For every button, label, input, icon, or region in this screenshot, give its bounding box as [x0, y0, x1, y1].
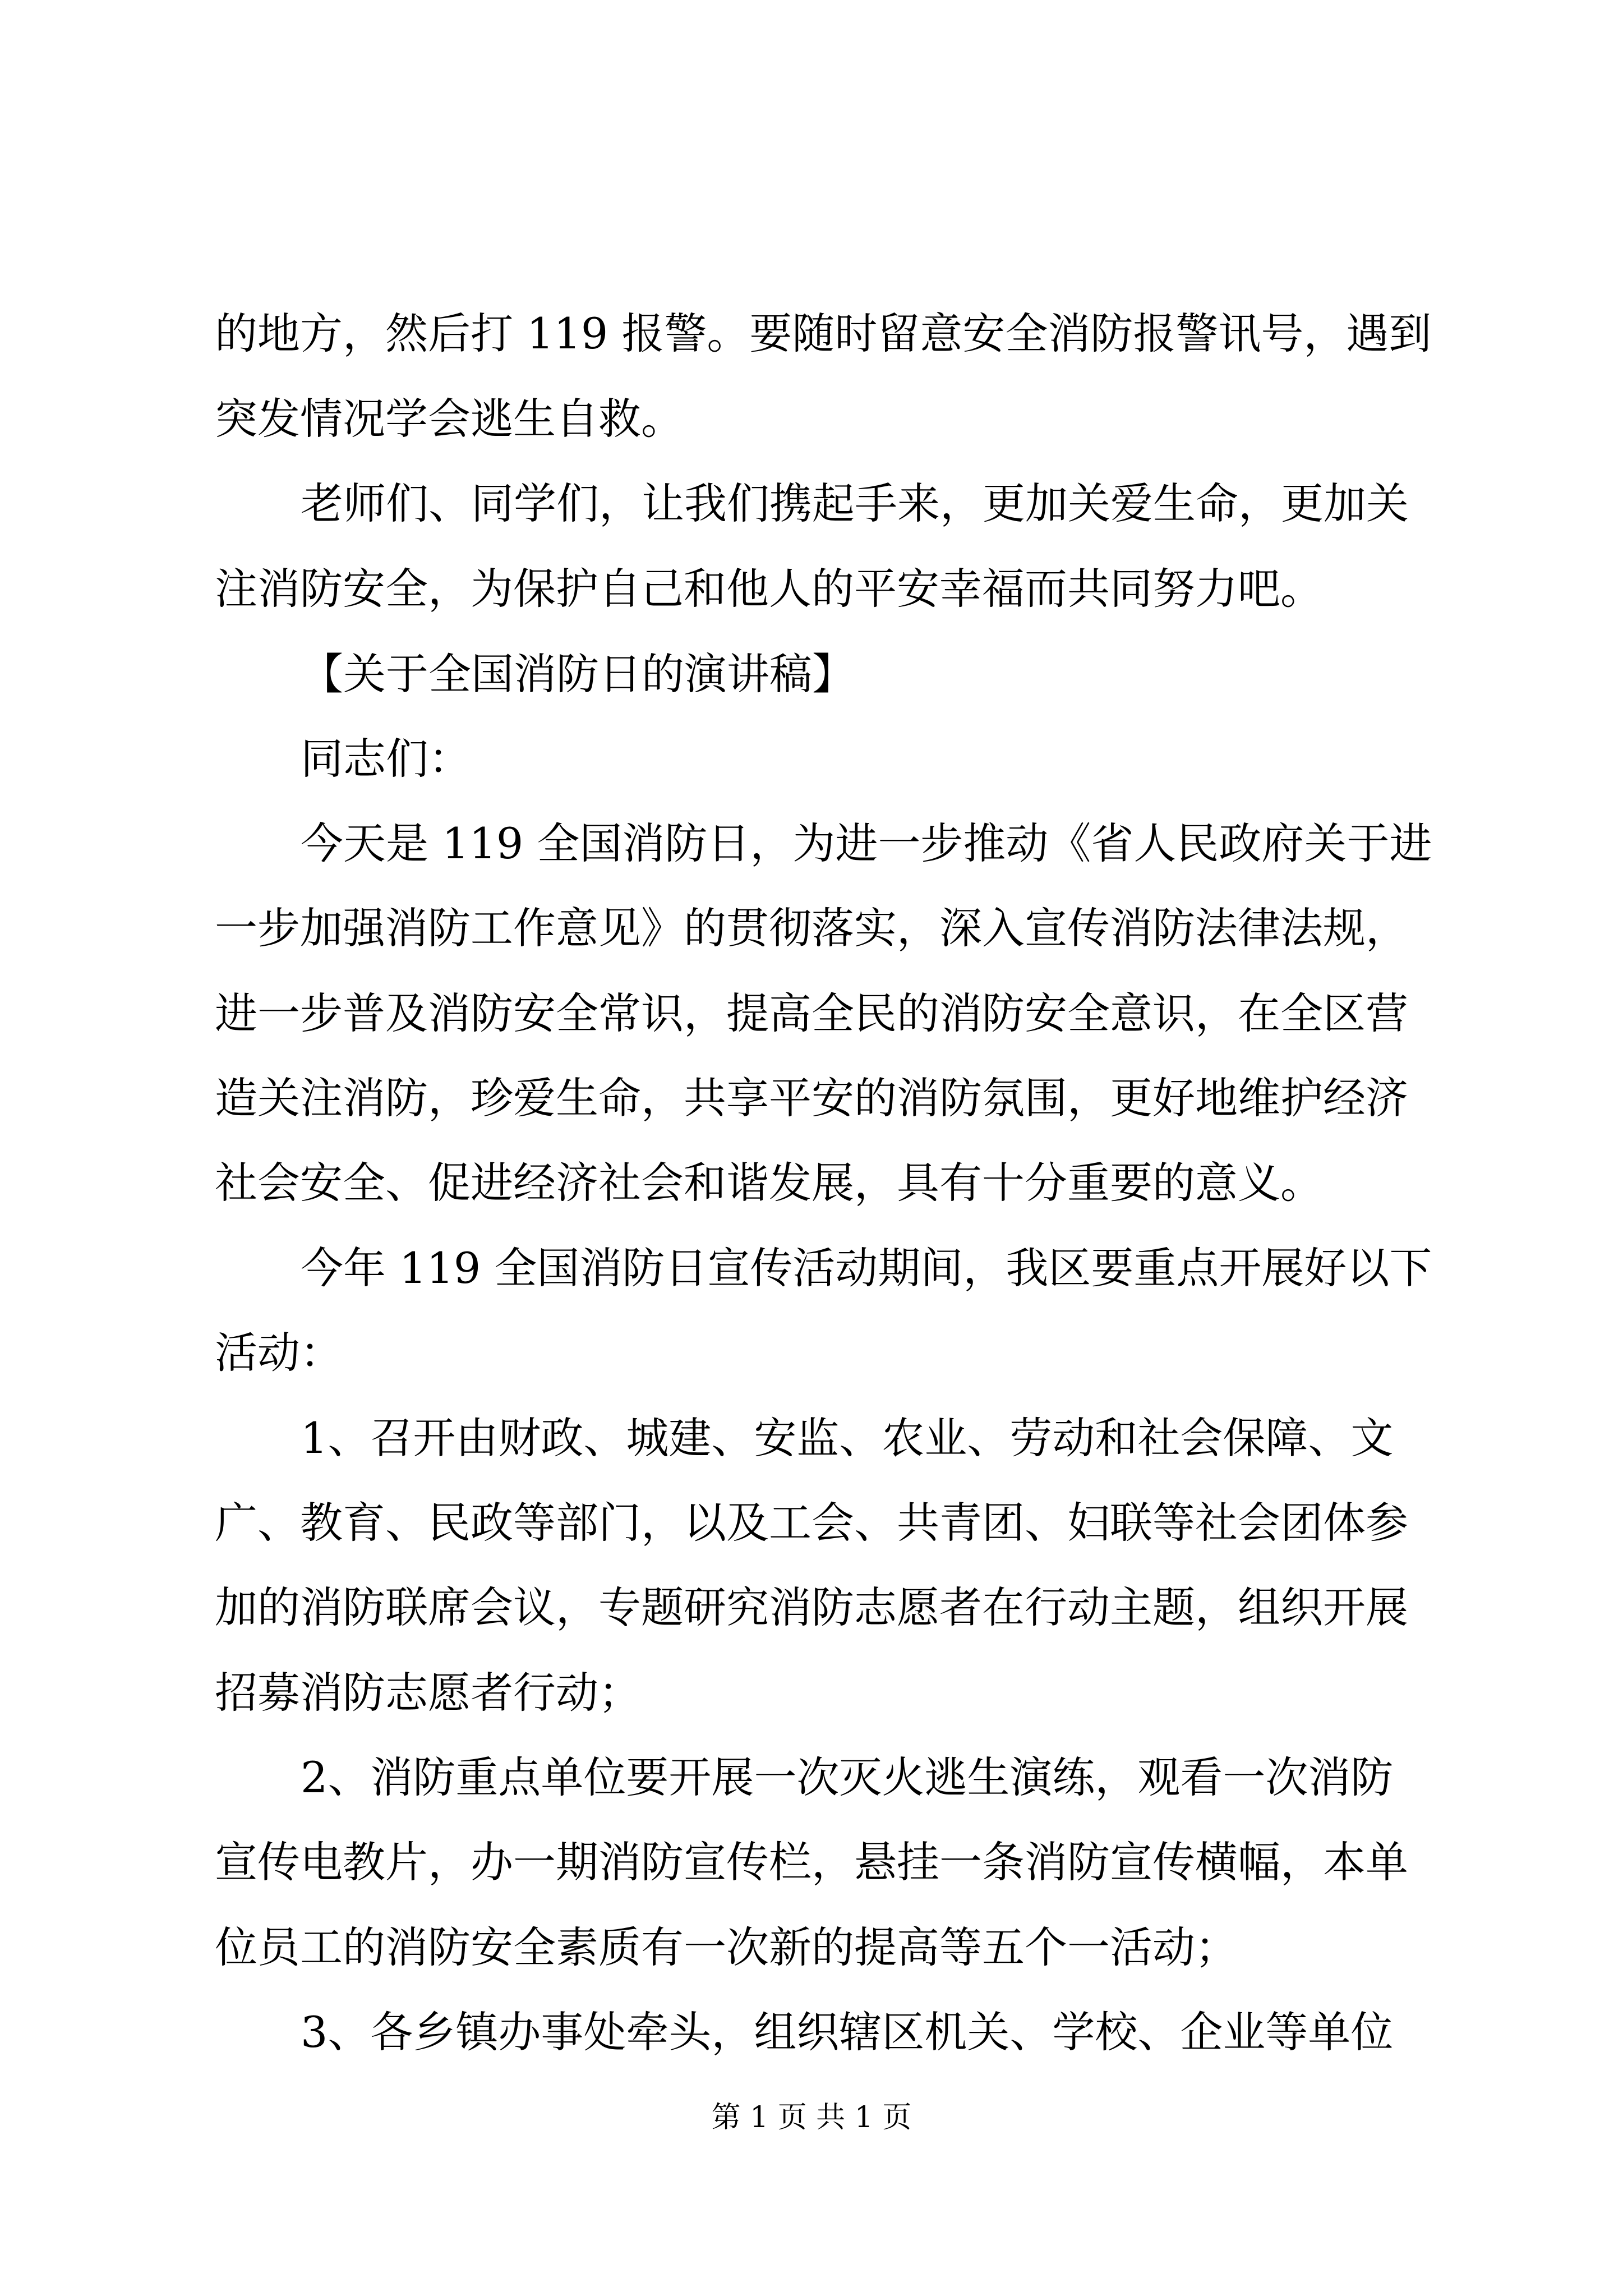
text-line: 进一步普及消防安全常识，提高全民的消防安全意识，在全区营	[215, 988, 1408, 1038]
salutation: 同志们：	[301, 734, 471, 784]
text-line: 活动：	[215, 1328, 343, 1378]
text-line: 今天是 119 全国消防日，为进一步推动《省人民政府关于进	[301, 818, 1432, 868]
list-item-line: 加的消防联席会议，专题研究消防志愿者在行动主题，组织开展	[215, 1582, 1408, 1632]
list-item-line: 广、教育、民政等部门，以及工会、共青团、妇联等社会团体参	[215, 1498, 1408, 1548]
text-line: 今年 119 全国消防日宣传活动期间，我区要重点开展好以下	[301, 1243, 1432, 1293]
text-line: 社会安全、促进经济社会和谐发展，具有十分重要的意义。	[215, 1158, 1323, 1208]
list-item-line: 3、各乡镇办事处牵头，组织辖区机关、学校、企业等单位	[301, 2007, 1394, 2057]
list-item-line: 位员工的消防安全素质有一次新的提高等五个一活动；	[215, 1922, 1238, 1972]
list-item-line: 2、消防重点单位要开展一次灭火逃生演练，观看一次消防	[301, 1752, 1394, 1802]
text-line: 的地方，然后打 119 报警。要随时留意安全消防报警讯号，遇到	[215, 309, 1432, 358]
text-line: 注消防安全，为保护自己和他人的平安幸福而共同努力吧。	[215, 564, 1323, 614]
list-item-line: 宣传电教片，办一期消防宣传栏，悬挂一条消防宣传横幅，本单	[215, 1837, 1408, 1887]
text-line: 一步加强消防工作意见》的贯彻落实，深入宣传消防法律法规，	[215, 903, 1408, 953]
list-item-line: 1、召开由财政、城建、安监、农业、劳动和社会保障、文	[301, 1413, 1394, 1463]
page-footer: 第 1 页 共 1 页	[711, 2101, 912, 2134]
text-line: 突发情况学会逃生自救。	[215, 394, 684, 444]
text-line: 造关注消防，珍爱生命，共享平安的消防氛围，更好地维护经济	[215, 1073, 1408, 1123]
section-heading: 【关于全国消防日的演讲稿】	[301, 649, 855, 699]
text-line: 老师们、同学们，让我们携起手来，更加关爱生命，更加关	[301, 478, 1409, 528]
list-item-line: 招募消防志愿者行动；	[215, 1668, 641, 1718]
